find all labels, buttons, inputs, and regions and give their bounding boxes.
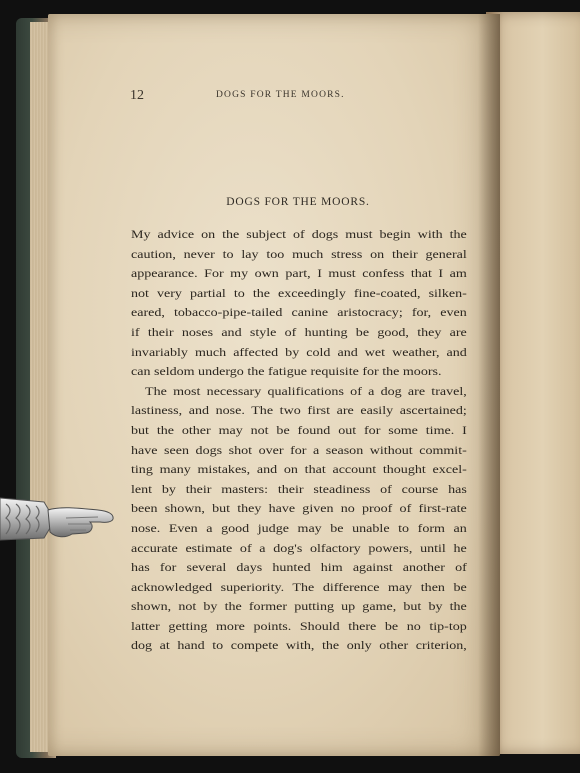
text-line: lastiness, and nose. The two first are easily ascertained; (131, 403, 467, 418)
running-title: DOGS FOR THE MOORS. (216, 90, 345, 100)
text-line: My advice on the subject of dogs must begin with the (131, 227, 467, 241)
page-number: 12 (130, 88, 144, 103)
facing-page (486, 12, 580, 754)
text-line: if their noses and style of hunting be good, they are (131, 324, 467, 339)
text-line: acknowledged superiority. The difference may then be (131, 579, 467, 594)
text-line: accurate estimate of a dog's olfactory powers, until he (131, 540, 467, 555)
silver-hand-pointer-icon (0, 488, 116, 550)
text-line: can seldom undergo the fatigue requisite for the moors. (131, 364, 442, 379)
text-line: appearance. For my own part, I must confess that I am (131, 266, 467, 281)
page-gutter (478, 14, 500, 756)
text-line: but the other may not be found out for some time. I (131, 422, 467, 437)
text-line: nose. Even a good judge may be unable to form an (131, 520, 467, 535)
text-line: been shown, but they have given no proof of first-rate (131, 501, 467, 516)
text-line: latter getting more points. Should there be no tip-top (131, 618, 467, 633)
text-line: has for several days hunted him against another of (131, 560, 467, 575)
text-line: not very partial to the exceedingly fine-coated, silken- (131, 285, 467, 300)
section-heading: DOGS FOR THE MOORS. (226, 196, 370, 208)
text-line: shown, not by the former putting up game, but by the (131, 599, 467, 614)
text-line: ting many mistakes, and on that account thought excel- (131, 462, 467, 477)
text-line: lent by their masters: their steadiness of course has (131, 481, 467, 496)
text-line: The most necessary qualifications of a dog are travel, (145, 383, 467, 398)
text-line: have seen dogs shot over for a season without commit- (131, 442, 467, 457)
body-text (131, 225, 467, 656)
text-line: invariably much affected by cold and wet weather, and (131, 344, 467, 359)
text-line: dog at hand to compete with, the only other criterion, (131, 638, 467, 653)
running-head (130, 88, 450, 106)
text-line: caution, never to lay too much stress on their general (131, 246, 467, 261)
text-line: eared, tobacco-pipe-tailed canine aristocracy; for, even (131, 305, 467, 320)
